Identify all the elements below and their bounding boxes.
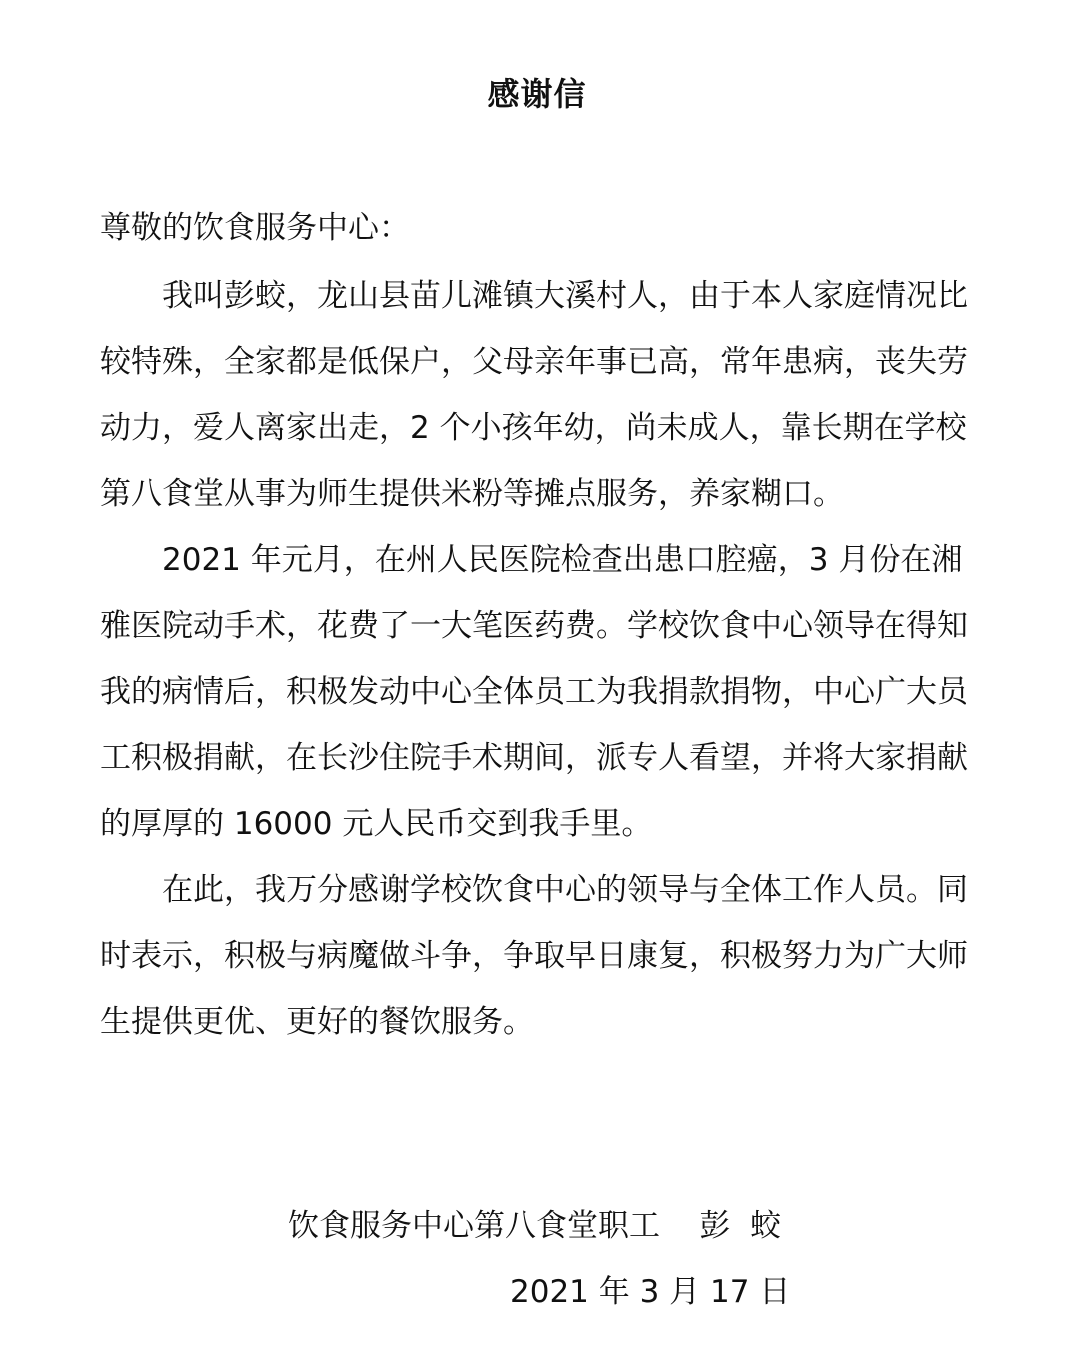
letter-body	[100, 263, 990, 1055]
salutation: 尊敬的饮食服务中心：	[100, 210, 410, 246]
paragraph-2: 2021 年元月，在州人民医院检查出患口腔癌，3 月份在湘雅医院动手术，花费了一大笔医药费。学校饮食中心领导在得知我的病情后，积极发动中心全体员工为我捐款捐物，中心广大员工积极捐献，在长沙住院手术期间，派专人看望，并将大家捐献的厚厚的 16000 元人民币交到我手里。	[100, 542, 968, 842]
paragraph-1: 我叫彭蛟，龙山县苗儿滩镇大溪村人，由于本人家庭情况比较特殊，全家都是低保户，父母亲年事已高，常年患病，丧失劳动力，爱人离家出走，2 个小孩年幼，尚未成人，靠长期在学校第八食堂从事为师生提供米粉等摊点服务，养家糊口。	[100, 278, 968, 512]
signature: 饮食服务中心第八食堂职工 彭 蛟	[288, 1208, 782, 1244]
paragraph-3: 在此，我万分感谢学校饮食中心的领导与全体工作人员。同时表示，积极与病魔做斗争，争取早日康复，积极努力为广大师生提供更优、更好的餐饮服务。	[100, 872, 968, 1040]
letter-date: 2021 年 3 月 17 日	[510, 1274, 791, 1310]
letter-title: 感谢信	[487, 75, 587, 113]
